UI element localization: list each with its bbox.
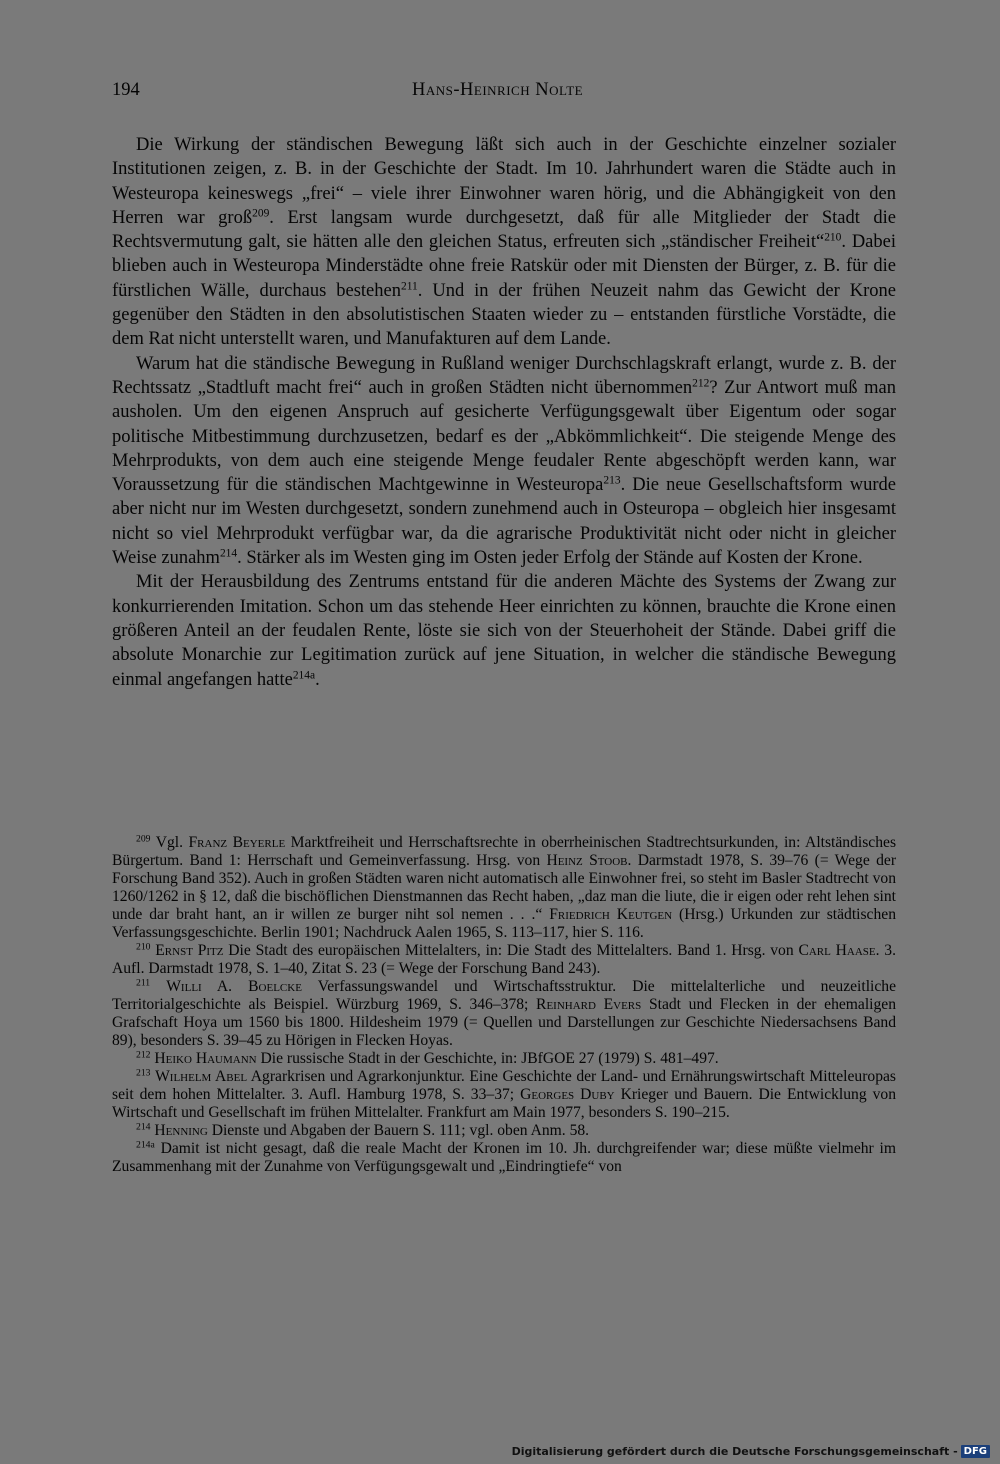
footnote-marker: 213 <box>603 474 621 487</box>
text-run: . Dabei blieben auch in Westeuropa Minderstädte ohne freie Ratskür oder mit Diensten der Bürger, z. B. für die fürstlichen Wälle, durchaus bestehen <box>112 232 896 301</box>
text-run: Die russische Stadt in der Geschichte, in: JBfGOE 27 (1979) S. 481–497. <box>256 1050 719 1067</box>
body-paragraph <box>112 352 896 571</box>
footnote <box>112 942 896 978</box>
footnote-marker: 211 <box>136 977 151 989</box>
author-name: Heiko Haumann <box>154 1050 257 1067</box>
footnote-marker: 214a <box>136 1139 155 1151</box>
footnote-marker: 210 <box>824 231 842 244</box>
footnote-marker: 211 <box>400 280 418 293</box>
footnote <box>112 978 896 1050</box>
text-run: ? Zur Antwort muß man ausholen. Um den eigenen Anspruch auf gesicherte Verfügungsgewalt über Eigentum oder sogar politische Mitbestimmung durchzusetzen, bedarf es der „Abkömmlichkeit“. Die steigende Menge des Mehrprodukts, von dem auch eine steigende Menge feudaler Rente abgeschöpft werden kann, war Voraussetzung für die ständischen Machtgewinne in Westeuropa <box>112 377 896 496</box>
footnote-marker: 209 <box>252 207 270 220</box>
text-run: Krieger und Bauern. Die Entwicklung von Wirtschaft und Gesellschaft im frühen Mittelalter. Frankfurt am Main 1977, besonders S. 190–215. <box>112 1086 896 1121</box>
footnote-marker: 214 <box>136 1121 151 1133</box>
footnote <box>112 834 896 942</box>
text-run: Agrarkrisen und Agrarkonjunktur. Eine Geschichte der Land- und Ernährungswirtschaft Mitteleuropas seit dem hohen Mittelalter. 3. Aufl. Hamburg 1978, S. 33–37; <box>112 1068 896 1103</box>
dfg-logo-icon: DFG <box>961 1445 990 1458</box>
text-run: . <box>315 669 320 690</box>
text-run: Vgl. <box>150 834 189 851</box>
footnote <box>112 1050 896 1068</box>
text-run: Die Wirkung der ständischen Bewegung läßt sich auch in der Geschichte einzelner sozialer Institutionen zeigen, z. B. in der Geschichte der Stadt. Im 10. Jahrhundert waren die Städte auch in Westeuropa keineswegs „frei“ – viele ihrer Einwohner waren hörig, und die Abhängigkeit von den Herren war groß <box>112 135 896 228</box>
footnote-marker: 213 <box>136 1067 151 1079</box>
page-header <box>112 80 896 110</box>
author-name: Wilhelm Abel <box>155 1068 248 1085</box>
running-head: Hans-Heinrich Nolte <box>412 80 584 100</box>
footer-text: Digitalisierung gefördert durch die Deutsche Forschungsgemeinschaft - <box>511 1445 958 1458</box>
text-run: Damit ist nicht gesagt, daß die reale Macht der Kronen im 10. Jh. durchgreifender war; diese müßte vielmehr im Zusammenhang mit der Zunahme von Verfügungsgewalt und „Eindringtiefe“ von <box>112 1140 896 1175</box>
text-run: Mit der Herausbildung des Zentrums entstand für die anderen Mächte des Systems der Zwang zur konkurrierenden Imitation. Schon um das stehende Heer einrichten zu können, brauchte die Krone einen größeren Anteil an der feudalen Rente, löste sie sich von der Steuerhoheit der Stände. Dabei griff die absolute Monarchie zur Legitimation zurück auf jene Situation, in welcher die ständische Bewegung einmal angefangen hatte <box>112 572 896 690</box>
text-run: Warum hat die ständische Bewegung in Rußland weniger Durchschlagskraft erlangt, wurde z. B. der Rechtssatz „Stadtluft macht frei“ auch in großen Städten nicht übernommen <box>112 353 896 398</box>
author-name: Reinhard Evers <box>536 996 642 1013</box>
footnote-marker: 214 <box>219 547 238 560</box>
author-name: Henning <box>154 1122 208 1139</box>
author-name: Heinz Stoob <box>546 852 628 869</box>
text-run: . Darmstadt 1978, S. 39–76 (= Wege der Forschung Band 352). Auch in großen Städten waren nicht automatisch alle Einwohner frei, so steht im Basler Stadtrecht von 1260/1262 in § 12, daß die bischöflichen Dienstmannen das Recht haben, „daz man die liute, die ir eigen oder reht lehen sint unde dar braht hant, an ir willen ze burger niht sol nemen . . .“ <box>112 852 897 923</box>
author-name: Carl Haase <box>798 942 876 959</box>
footnote-marker: 212 <box>692 377 710 390</box>
body-paragraph <box>112 133 896 352</box>
text-run: Stadt und Flecken in der ehemaligen Grafschaft Hoya um 1560 bis 1800. Hildesheim 1979 (= Quellen und Darstellungen zur Geschichte Niedersachsens Band 89), besonders S. 39–45 zu Hörigen in Flecken Hoyas. <box>112 996 897 1049</box>
footnote-marker: 209 <box>136 833 151 845</box>
footnote-marker: 212 <box>136 1049 151 1061</box>
text-run: . Erst langsam wurde durchgesetzt, daß für alle Mitglieder der Stadt die Rechtsvermutung galt, sie hätten alle den gleichen Status, erfreuten sich „ständischer Freiheit“ <box>112 207 897 253</box>
text-run: Marktfreiheit und Herrschaftsrechte in oberrheinischen Stadtrechtsurkunden, in: Altständisches Bürgertum. Band 1: Herrschaft und Gemeinverfassung. Hrsg. von <box>112 834 897 869</box>
author-name: Willi A. Boelcke <box>166 978 302 995</box>
footnote <box>112 1068 896 1122</box>
footnotes <box>112 834 896 1176</box>
text-run: . Die neue Gesellschaftsform wurde aber nicht nur im Westen durchgesetzt, sondern zunehmend auch in Osteuropa – obgleich hier insgesamt nicht so viel Mehrprodukt verfügbar war, da die agrarische Produktivität nicht oder nicht in gleicher Weise zunahm <box>112 475 896 569</box>
text-run: . Und in der frühen Neuzeit nahm das Gewicht der Krone gegenüber den Städten in den absolutistischen Staaten wieder zu – entstanden fürstliche Vorstädte, die dem Rat nicht unterstellt waren, und Manufakturen auf dem Lande. <box>112 280 896 350</box>
author-name: Ernst Pitz <box>155 942 224 959</box>
text-run: Verfassungswandel und Wirtschaftsstruktur. Die mittelalterliche und neuzeitliche Territorialgeschichte als Beispiel. Würzburg 1969, S. 346–378; <box>112 978 897 1013</box>
text-run: (Hrsg.) Urkunden zur städtischen Verfassungsgeschichte. Berlin 1901; Nachdruck Aalen 1965, S. 113–117, hier S. 116. <box>112 906 896 941</box>
footnote-marker: 214a <box>292 669 316 682</box>
author-name: Franz Beyerle <box>188 834 286 851</box>
footnote-marker: 210 <box>136 941 151 953</box>
author-name: Friedrich Keutgen <box>549 906 673 923</box>
text-run: Dienste und Abgaben der Bauern S. 111; vgl. oben Anm. 58. <box>207 1122 590 1139</box>
text-run: Die Stadt des europäischen Mittelalters, in: Die Stadt des Mittelalters. Band 1. Hrsg. von <box>223 942 799 959</box>
digitization-footer <box>512 1445 990 1458</box>
footnote <box>112 1122 896 1140</box>
text-run: . Stärker als im Westen ging im Osten jeder Erfolg der Stände auf Kosten der Krone. <box>237 548 863 569</box>
body-paragraph <box>112 570 896 691</box>
page-number: 194 <box>112 80 140 100</box>
author-name: Georges Duby <box>520 1086 615 1103</box>
footnote <box>112 1140 896 1176</box>
text-run: . 3. Aufl. Darmstadt 1978, S. 1–40, Zitat S. 23 (= Wege der Forschung Band 243). <box>112 942 896 977</box>
text-run <box>150 978 166 995</box>
main-text <box>112 133 896 692</box>
